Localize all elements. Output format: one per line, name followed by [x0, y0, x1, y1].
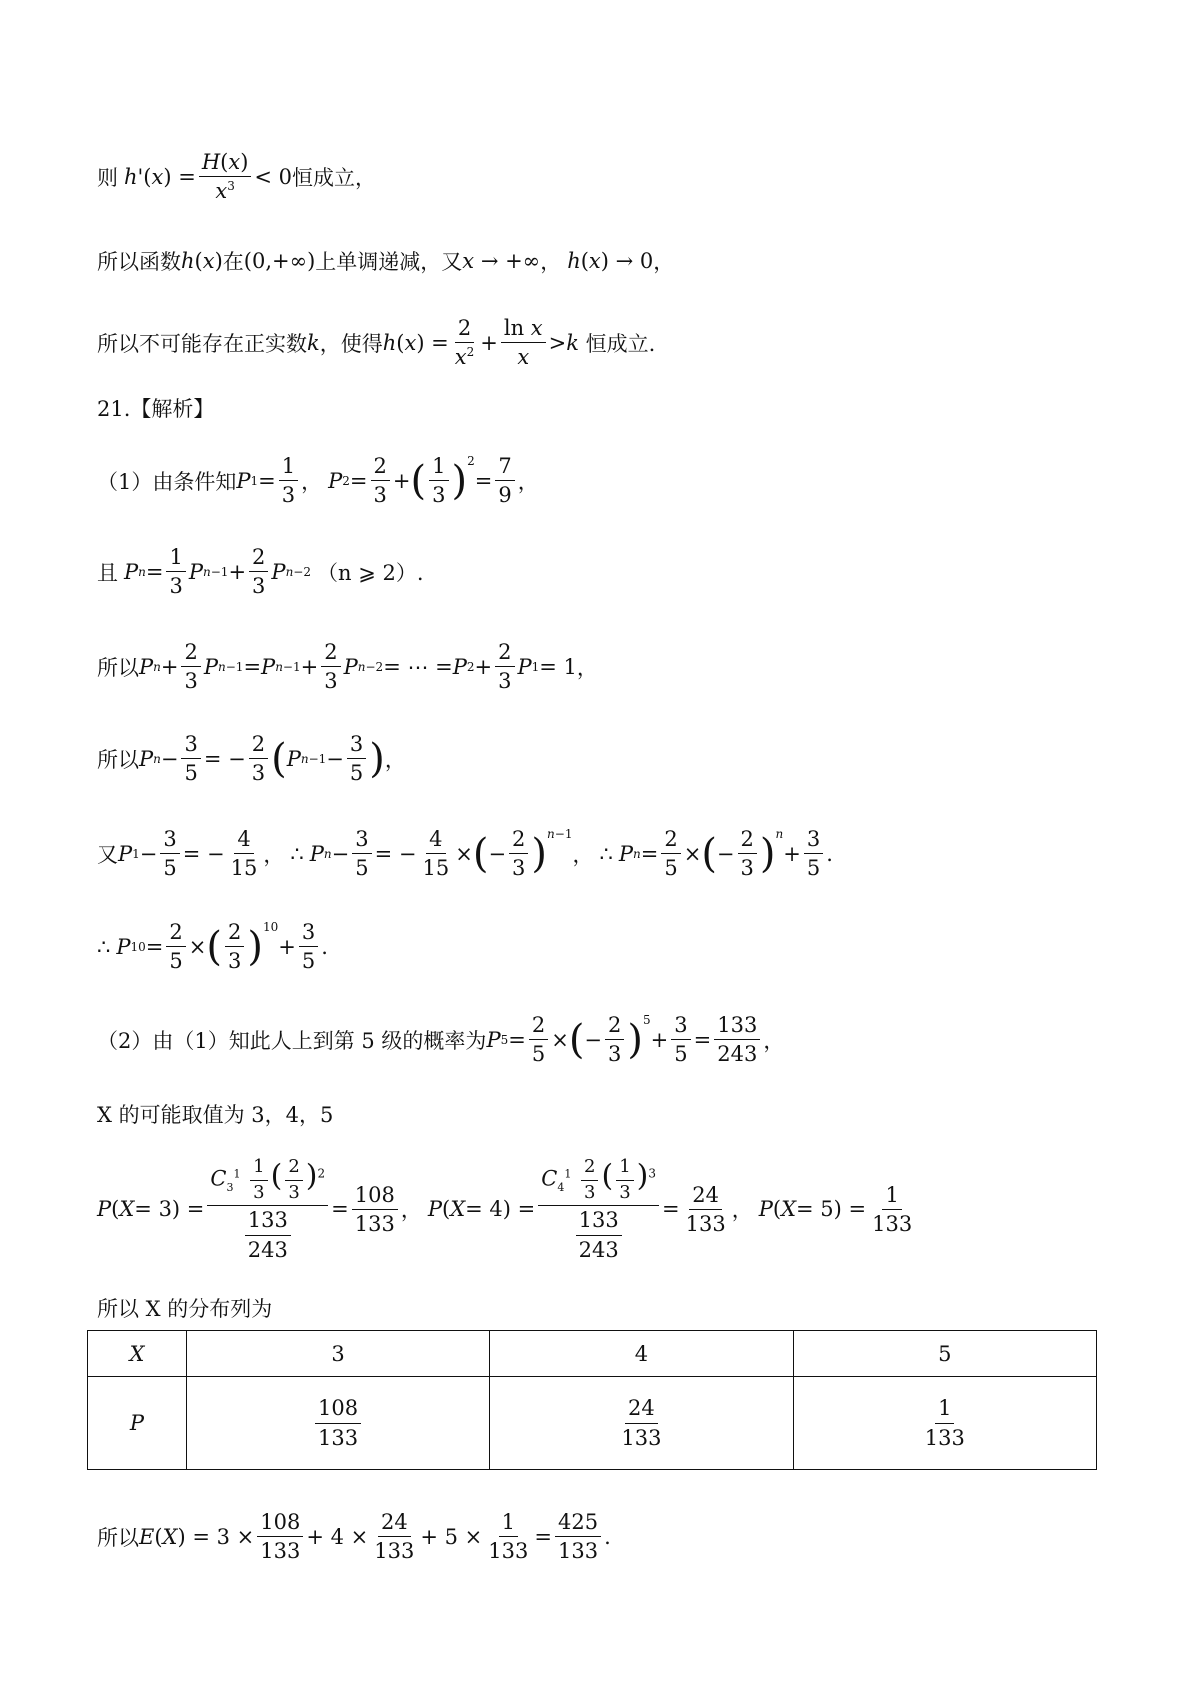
text-line-14 — [97, 1293, 272, 1323]
text-line-12 — [97, 1099, 333, 1129]
fraction: $\frac{2}{3}$ — [371, 454, 390, 507]
text-span: ， — [540, 250, 562, 274]
text-span: （n ⩾ 2）. — [317, 560, 424, 585]
text-line-5: （1）由条件知 P 1 = $\frac{1}{3}$ ， P 2 = $\frac{2}{3}$ + ( $\frac{1}{3}$ ) $^2$ = $\frac{7}{9}$ ， — [97, 454, 539, 508]
text-line-1: 则 h '( x ) = $\frac{H(x)}{x^3}$ < 0 恒成立， — [97, 150, 377, 204]
text-line-2: 所以函数 h ( x ) 在 (0,+∞) 上单调递减，又 x → +∞ ， h ( x ) → 0 ， — [97, 246, 674, 276]
denominator: 133 — [318, 1425, 359, 1450]
table-cell: X — [88, 1331, 187, 1377]
text-line-8: 所以 P n − $\frac{3}{5}$ = − $\frac{2}{3}$ ( P n−1 − $\frac{3}{5}$ ) ， — [97, 732, 406, 786]
text-span: ， — [384, 747, 406, 772]
fraction: $\frac{H(x)}{x^3}$ — [199, 150, 252, 203]
table-cell: 3 — [186, 1331, 489, 1377]
text-span: ， — [572, 842, 594, 867]
fraction: $\frac{3}{5}$ — [804, 827, 823, 880]
fraction: $\frac{2}{3}$ — [495, 640, 514, 693]
fraction: $\frac{1}{133}$ — [488, 1510, 529, 1564]
numerator: 1 — [935, 1396, 954, 1423]
text-span: ， — [301, 469, 323, 494]
compound-fraction: $C_4^1$ $\frac{2}{3}$ ( $\frac{1}{3}$ )$^3$ $\frac{133}{243}$ — [538, 1157, 659, 1262]
fraction: $\frac{7}{9}$ — [495, 454, 514, 507]
table-cell: 4 — [490, 1331, 793, 1377]
fraction: $\frac{2}{5}$ — [661, 827, 680, 880]
fraction: $\frac{24}{133}$ — [374, 1510, 415, 1564]
fraction: $\frac{2}{3}$ — [249, 545, 268, 598]
line1-prefix: 则 — [97, 165, 118, 190]
text-span: X 的可能取值为 3，4，5 — [97, 1103, 334, 1127]
table-header-row — [88, 1331, 1097, 1377]
fraction: $\frac{3}{5}$ — [671, 1013, 690, 1066]
fraction: $\frac{4}{15}$ — [422, 827, 450, 881]
text-line-10: ∴ P 10 = $\frac{2}{5}$ × ( $\frac{2}{3}$ ) $^{10}$ + $\frac{3}{5}$ . — [97, 920, 328, 974]
line1-suffix: 恒成立， — [292, 165, 377, 190]
fraction: $\frac{1}{133}$ — [872, 1182, 913, 1236]
fraction: $\frac{1}{3}$ — [429, 454, 448, 507]
fraction: $\frac{1}{3}$ — [279, 454, 298, 507]
section-title: 21.【解析】 — [97, 397, 215, 421]
text-span: ， — [763, 1028, 785, 1053]
variable-k: k — [307, 330, 320, 355]
fraction: $\frac{2}{3}$ — [249, 732, 268, 785]
text-span: 所以 — [97, 655, 139, 680]
text-span: . — [321, 934, 328, 959]
fraction — [315, 1396, 361, 1449]
text-span: ， — [517, 469, 539, 494]
fraction: $\frac{2}{3}$ — [738, 827, 757, 880]
fraction: $\frac{425}{133}$ — [555, 1510, 601, 1563]
text-line-13: P ( X = 3) = $C_3^1$ $\frac{1}{3}$ ( $\frac{2}{3}$ )$^2$ $\frac{133}{243}$ = $\frac{108}{133}$ ， P ( X = 4) = $C_4^1$ $\frac{2}{3}$ ( $\frac{1}{3}$ )$^3$ $\frac{133}{243}$ = $\frac{24}{133}$ ， P ( X = 5) = $\frac{1}{133}$ — [97, 1157, 918, 1262]
text-span: 且 — [97, 560, 118, 585]
text-span: ， — [576, 655, 598, 680]
therefore-symbol: ∴ — [599, 841, 613, 866]
fraction: $\frac{3}{5}$ — [160, 827, 179, 880]
fraction: $\frac{108}{133}$ — [352, 1183, 398, 1236]
text-span: （2）由（1）知此人上到第 5 级的概率为 — [97, 1028, 487, 1053]
text-line-11: （2）由（1）知此人上到第 5 级的概率为 P 5 = $\frac{2}{5}$ × ( − $\frac{2}{3}$ ) $^5$ + $\frac{3}{5}$ = $\frac{133}{243}$ ， — [97, 1013, 785, 1067]
fraction: $\frac{2}{3}$ — [605, 1013, 624, 1066]
denominator: 133 — [924, 1425, 965, 1450]
text-span: . — [826, 841, 833, 866]
numerator: 24 — [625, 1396, 658, 1423]
table-cell — [793, 1377, 1096, 1470]
table-cell — [490, 1377, 793, 1470]
text-span: ， — [653, 250, 675, 274]
text-line-15: 所以 E ( X ) = 3 × $\frac{108}{133}$ + 4 × $\frac{24}{133}$ + 5 × $\frac{1}{133}$ = $\frac{425}{133}$ . — [97, 1510, 611, 1564]
fraction: $\frac{24}{133}$ — [685, 1182, 726, 1236]
fraction: $\frac{2}{3}$ — [225, 920, 244, 973]
text-span: 所以 — [97, 1525, 139, 1550]
fraction: $\frac{4}{15}$ — [230, 827, 258, 881]
fraction: $\frac{2}{3}$ — [321, 640, 340, 693]
numerator: 108 — [315, 1396, 361, 1423]
fraction: $\frac{3}{5}$ — [299, 920, 318, 973]
text-span: 在 — [222, 250, 244, 274]
therefore-symbol: ∴ — [290, 841, 304, 866]
distribution-table — [87, 1330, 1097, 1470]
text-span: 恒成立. — [585, 331, 656, 356]
text-span: 又 — [97, 842, 118, 867]
section-heading — [97, 393, 214, 423]
table-cell — [186, 1377, 489, 1470]
fraction: $\frac{2}{3}$ — [509, 827, 528, 880]
text-line-7: 所以 P n + $\frac{2}{3}$ P n−1 = P n−1 + $\frac{2}{3}$ P n−2 = ⋯ = P 2 + $\frac{2}{3}$ P 1 = 1 ， — [97, 640, 598, 694]
compound-fraction: $C_3^1$ $\frac{1}{3}$ ( $\frac{2}{3}$ )$^2$ $\frac{133}{243}$ — [207, 1157, 328, 1262]
fraction: $\frac{1}{3}$ — [166, 545, 185, 598]
fraction: $\frac{2}{3}$ — [181, 640, 200, 693]
denominator: 133 — [621, 1425, 662, 1450]
fraction — [618, 1396, 664, 1449]
fraction: $\frac{2}{5}$ — [529, 1013, 548, 1066]
table-cell: P — [88, 1377, 187, 1470]
text-span: ， — [731, 1198, 753, 1223]
fraction: $\frac{133}{243}$ — [714, 1013, 760, 1066]
fraction: $\frac{\text{ln x}}{x}$ — [501, 316, 546, 369]
text-span: 所以不可能存在正实数 — [97, 331, 307, 356]
text-line-6: 且 P n = $\frac{1}{3}$ P n−1 + $\frac{2}{3}$ P n−2 （n ⩾ 2）. — [97, 545, 424, 599]
text-span: ， — [400, 1198, 422, 1223]
table-cell: 5 — [793, 1331, 1096, 1377]
text-span: ，使得 — [319, 331, 383, 356]
text-line-3: 所以不可能存在正实数 k ，使得 h ( x ) = $\frac{2}{x^2}$ + $\frac{\text{ln x}}{x}$ > k 恒成立. — [97, 316, 656, 370]
text-span: . — [604, 1524, 611, 1549]
text-span: 所以 X 的分布列为 — [97, 1297, 273, 1321]
fraction: $\frac{2}{5}$ — [166, 920, 185, 973]
fraction: $\frac{3}{5}$ — [347, 732, 366, 785]
text-span: ， — [263, 842, 285, 867]
table-row — [88, 1377, 1097, 1470]
text-line-9: 又 P 1 − $\frac{3}{5}$ = − $\frac{4}{15}$ ， ∴ P n − $\frac{3}{5}$ = − $\frac{4}{15}$ × ( − $\frac{2}{3}$ ) $^{n -1}$ ， ∴ P n = $\frac{2}{5}$ × ( − $\frac{2}{3}$ ) $^n$ + $\frac{3}{5}$ . — [97, 827, 833, 881]
text-span: 所以函数 — [97, 250, 181, 274]
fraction: $\frac{2}{x^2}$ — [454, 316, 475, 370]
text-span: （1）由条件知 — [97, 469, 237, 494]
therefore-symbol: ∴ — [97, 934, 111, 959]
fraction — [922, 1396, 968, 1449]
fraction: $\frac{3}{5}$ — [181, 732, 200, 785]
text-span: 所以 — [97, 747, 139, 772]
fraction: $\frac{3}{5}$ — [352, 827, 371, 880]
text-span: 上单调递减，又 — [315, 250, 463, 274]
fraction: $\frac{108}{133}$ — [257, 1510, 303, 1563]
